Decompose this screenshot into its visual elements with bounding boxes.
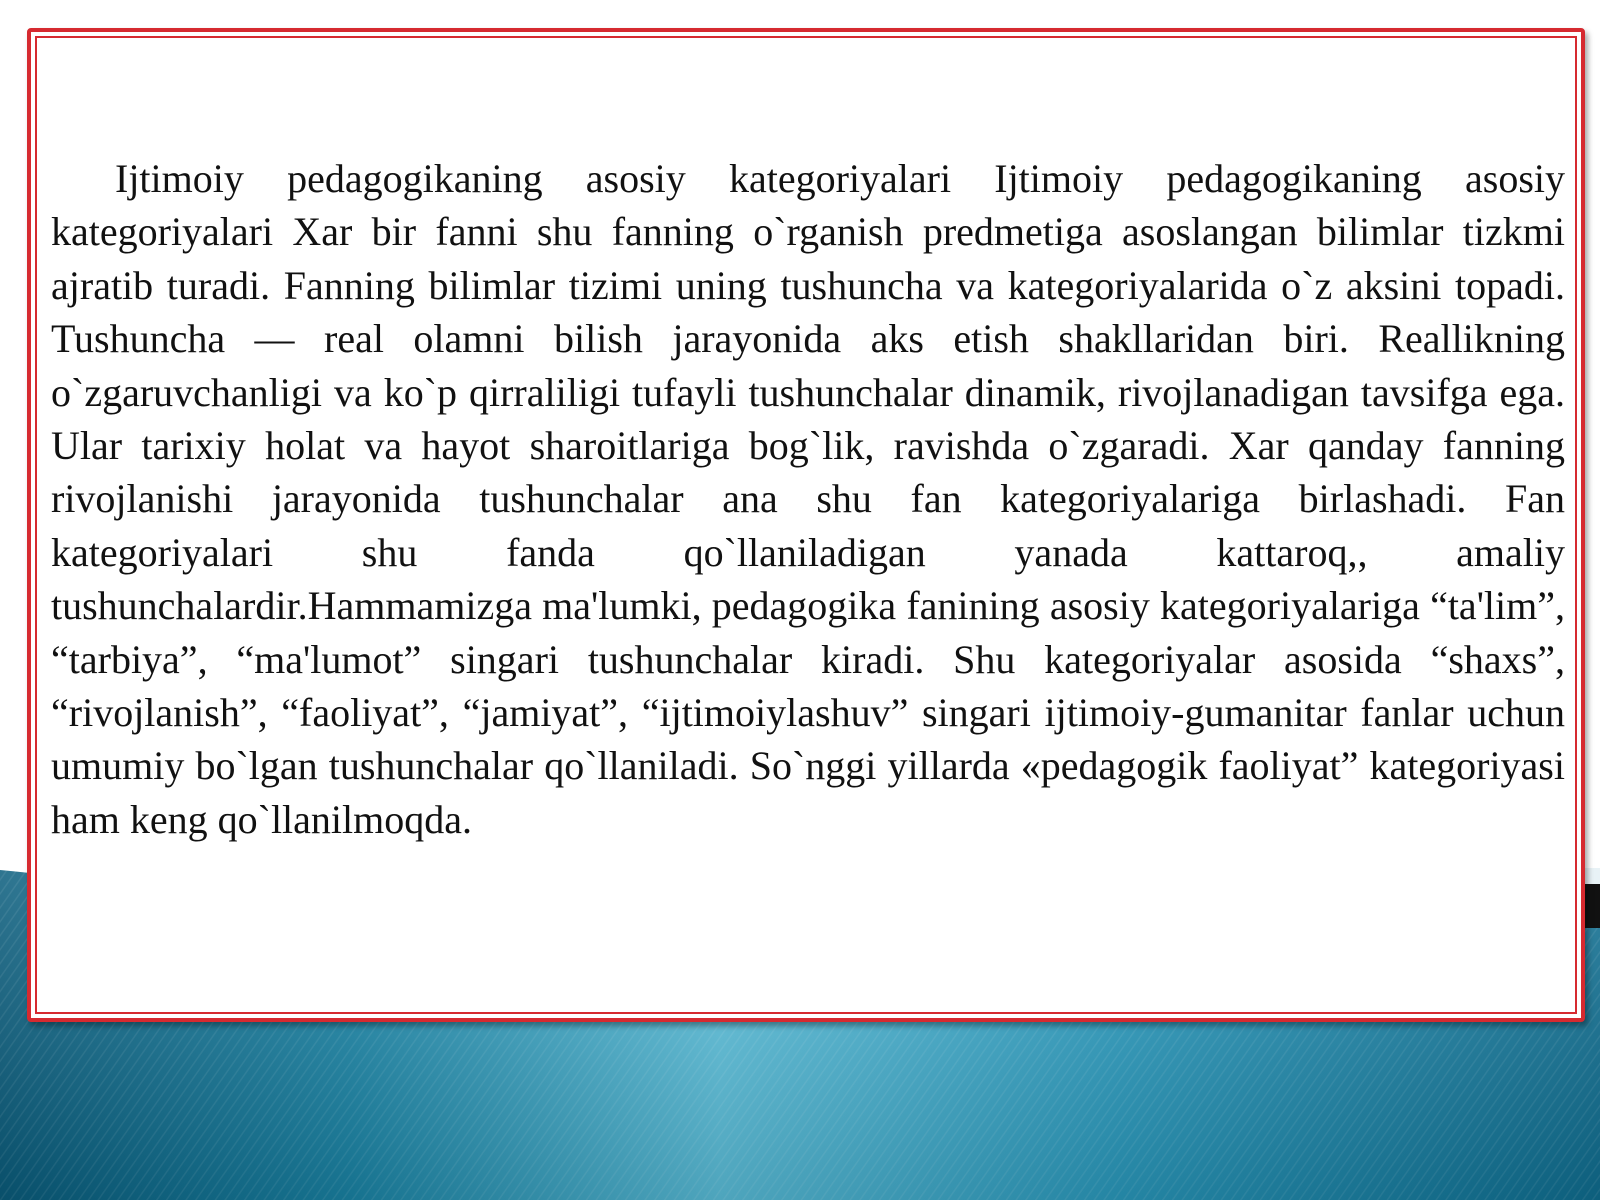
slide-content-frame [27, 28, 1585, 1022]
slide-body-text: Ijtimoiy pedagogikaning asosiy kategoriyalari Ijtimoiy pedagogikaning asosiy kategoriyalari Xar bir fanni shu fanning o`rganish predmetiga asoslangan bilimlar tizkmi ajratib turadi. Fanning bilimlar tizimi uning tushuncha va kategoriyalarida o`z aksini topadi. Tushuncha — real olamni bilish jarayonida aks etish shakllaridan biri. Reallikning o`zgaruvchanligi va ko`p qirraliligi tufayli tushunchalar dinamik, rivojlanadigan tavsifga ega. Ular tarixiy holat va hayot sharoitlariga bog`lik, ravishda o`zgaradi. Xar qanday fanning rivojlanishi jarayonida tushunchalar ana shu fan kategoriyalariga birlashadi. Fan kategoriyalari shu fanda qo`llaniladigan yanada kattaroq,, amaliy tushunchalardir.Hammamizga ma'lumki, pedagogika fanining asosiy kategoriyalariga “ta'lim”, “tarbiya”, “ma'lumot” singari tushunchalar kiradi. Shu kategoriyalar asosida “shaxs”, “rivojlanish”, “faoliyat”, “jamiyat”, “ijtimoiylashuv” singari ijtimoiy-gumanitar fanlar uchun umumiy bo`lgan tushunchalar qo`llaniladi. So`nggi yillarda «pedagogik faoliyat” kategoriyasi ham keng qo`llanilmoqda. [51, 156, 1565, 842]
